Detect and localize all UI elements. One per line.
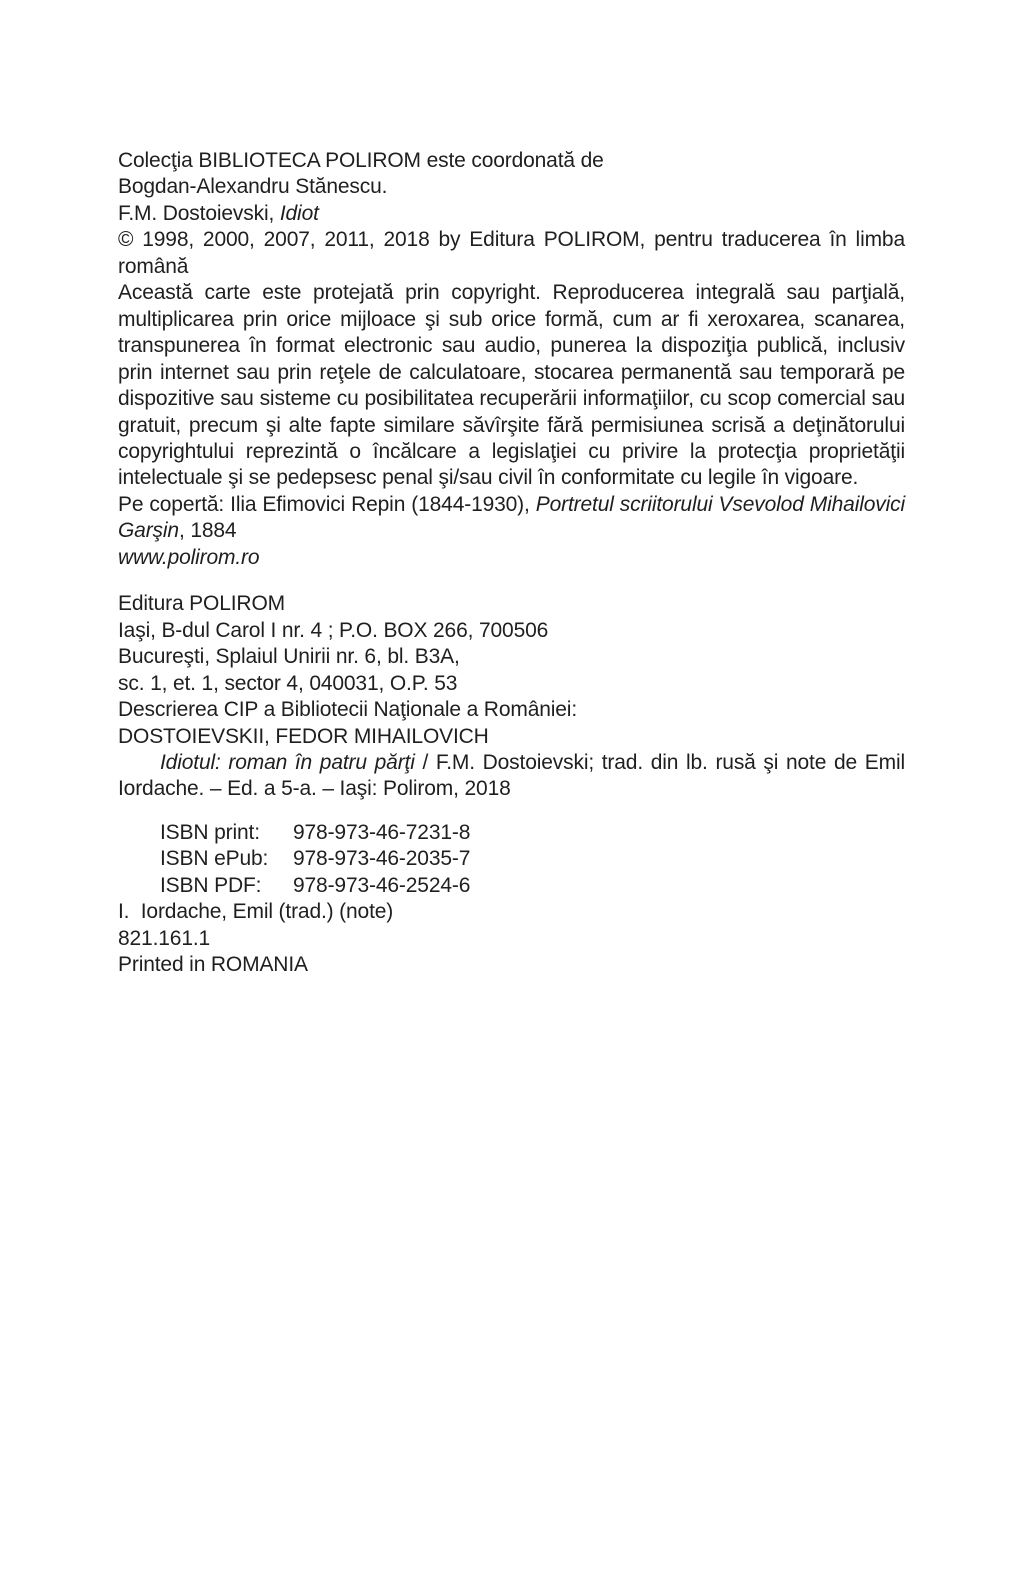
isbn-list xyxy=(160,820,905,899)
collection-note-line1: Colecţia BIBLIOTECA POLIROM este coordonată de xyxy=(118,149,604,172)
publisher-address-line1: Iaşi, B-dul Carol I nr. 4 ; P.O. BOX 266, 700506 xyxy=(118,618,549,642)
cip-heading: Descrierea CIP a Bibliotecii Naţionale a României: xyxy=(118,698,578,722)
isbn-pdf-label: ISBN PDF: xyxy=(160,873,262,897)
isbn-pdf-value: 978-973-46-2524-6 xyxy=(293,873,471,897)
udc-classification-number: 821.161.1 xyxy=(118,926,211,950)
isbn-print-value: 978-973-46-7231-8 xyxy=(293,820,471,844)
isbn-print-label: ISBN print: xyxy=(160,820,260,844)
cip-entry-rest: / F.M. Dostoievski; trad. din lb. rusă şi note de Emil Iordache. – Ed. a 5-a. – Iaşi: Polirom, 2018 xyxy=(118,750,905,801)
publisher-name: Editura POLIROM xyxy=(118,592,285,616)
copyright-notice-paragraph: Această carte este protejată prin copyright. Reproducerea integrală sau parţială, multiplicarea prin orice mijloace şi sub orice formă, cum ar fi xeroxarea, scanarea, transpunerea în format electronic sau audio, punerea la dispoziţia publică, inclusiv prin internet sau prin reţele de calculatoare, stocarea permanentă sau temporară pe dispozitive sau sisteme cu posibilitatea recuperării informaţiilor, cu scop comercial sau gratuit, precum şi alte fapte similare săvîrşite fără permisiunea scrisă a deţinătorului copyrightului reprezintă o încălcare a legislaţiei cu privire la protecţia proprietăţii intelectuale şi se pedepsesc penal şi/sau civil în conformitate cu legile în vigoare. xyxy=(118,281,905,490)
publisher-website: www.polirom.ro xyxy=(118,545,260,569)
cip-author-name: DOSTOIEVSKII, FEDOR MIHAILOVICH xyxy=(118,724,489,748)
copyright-years-line: © 1998, 2000, 2007, 2011, 2018 by Editura POLIROM, pentru traducerea în limba română xyxy=(118,228,905,278)
collection-note-line2: Bogdan-Alexandru Stănescu. xyxy=(118,175,388,199)
cip-entry-title: Idiotul: roman în patru părţi xyxy=(160,750,415,774)
cip-entry xyxy=(118,750,905,803)
isbn-epub-label: ISBN ePub: xyxy=(160,847,269,871)
isbn-row-epub xyxy=(160,846,905,872)
publisher-address-block xyxy=(118,591,905,697)
printed-in-note: Printed in ROMANIA xyxy=(118,953,308,977)
book-title: Idiot xyxy=(279,201,319,225)
translator-note: I. Iordache, Emil (trad.) (note) xyxy=(118,900,394,924)
author-name: F.M. Dostoievski, xyxy=(118,201,280,225)
cover-credit xyxy=(118,492,905,545)
cover-painting-title: Portretul scriitorului Vsevolod Mihailovici Garşin xyxy=(118,492,905,543)
isbn-row-print xyxy=(160,820,905,846)
isbn-row-pdf xyxy=(160,873,905,899)
cover-credit-prefix: Pe copertă: Ilia Efimovici Repin (1844-1930), xyxy=(118,492,536,516)
isbn-epub-value: 978-973-46-2035-7 xyxy=(293,847,471,871)
collection-note xyxy=(118,148,905,201)
author-title-line xyxy=(118,201,905,227)
cover-credit-suffix: , 1884 xyxy=(178,519,237,543)
publisher-address-line2: Bucureşti, Splaiul Unirii nr. 6, bl. B3A, xyxy=(118,645,460,669)
publisher-address-line3: sc. 1, et. 1, sector 4, 040031, O.P. 53 xyxy=(118,671,458,695)
